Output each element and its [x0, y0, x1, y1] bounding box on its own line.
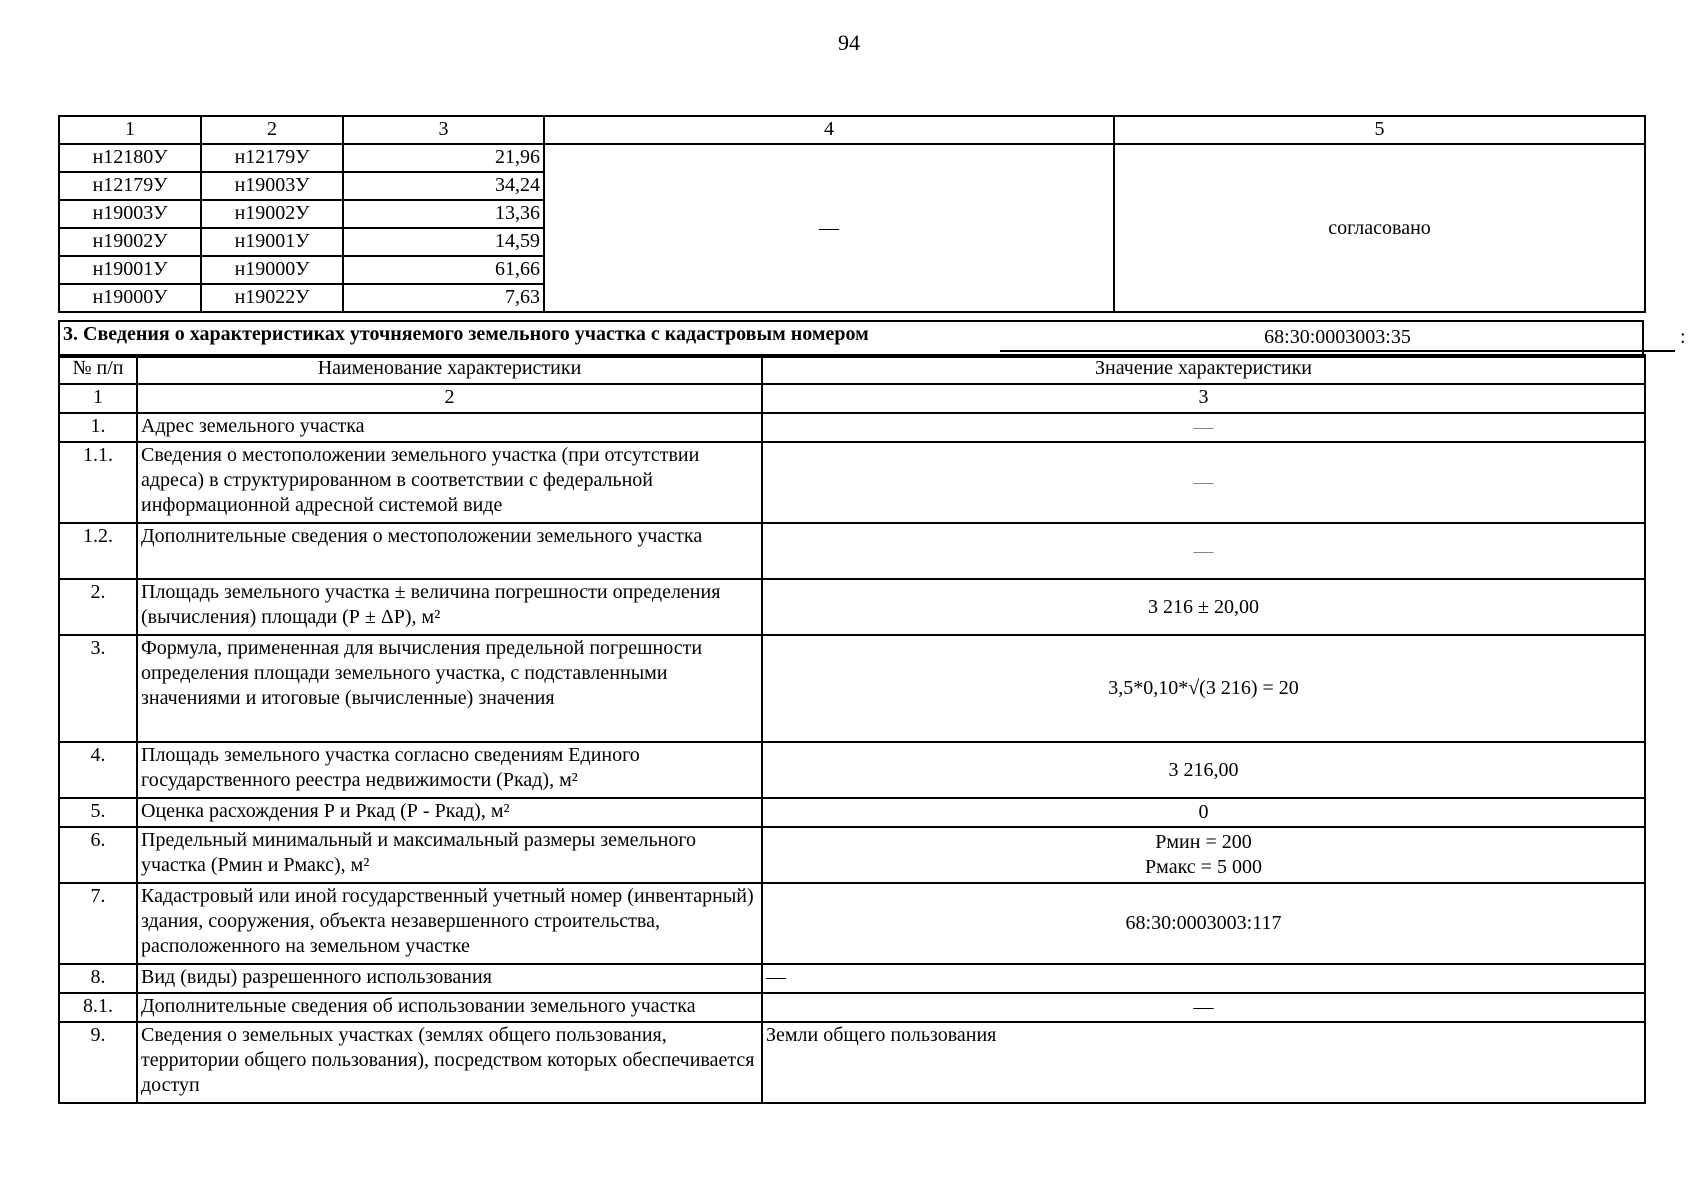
header-name: Наименование характеристики [137, 355, 762, 384]
characteristic-name: Вид (виды) разрешенного использования [137, 964, 762, 993]
approval-status: согласовано [1114, 144, 1645, 312]
column-number: 3 [762, 384, 1645, 413]
row-number: 1.1. [59, 442, 137, 523]
table-row [59, 883, 1645, 964]
table-row [59, 964, 1645, 993]
characteristic-value [762, 827, 1645, 883]
point-from: н19000У [59, 284, 201, 312]
title-colon: : [1680, 326, 1686, 348]
section3-title-cell [59, 321, 1686, 357]
row-number: 9. [59, 1022, 137, 1103]
segment-length: 14,59 [343, 228, 544, 256]
characteristic-value: 0 [762, 798, 1645, 827]
point-from: н12180У [59, 144, 201, 172]
table-row [59, 742, 1645, 798]
page-number: 94 [838, 30, 860, 55]
point-from: н19001У [59, 256, 201, 284]
table-row [59, 413, 1645, 442]
min-area: Рмин = 200 [1155, 831, 1252, 853]
characteristic-value: 3,5*0,10*√(3 216) = 20 [762, 635, 1645, 742]
characteristic-name: Дополнительные сведения о местоположении земельного участка [137, 523, 762, 579]
header-number: № п/п [59, 355, 137, 384]
table-row [59, 579, 1645, 635]
characteristic-name: Дополнительные сведения об использовании земельного участка [137, 993, 762, 1022]
boundary-table [58, 115, 1646, 313]
characteristics-table [58, 354, 1646, 1104]
segment-length: 13,36 [343, 200, 544, 228]
segment-length: 21,96 [343, 144, 544, 172]
point-to: н19022У [201, 284, 343, 312]
point-from: н19003У [59, 200, 201, 228]
characteristic-name: Формула, примененная для вычисления предельной погрешности определения площади земельного участка, с подставленными значениями и итоговые (вычисленные) значения [137, 635, 762, 742]
row-number: 6. [59, 827, 137, 883]
table-row [59, 635, 1645, 742]
column-number: 3 [343, 116, 544, 144]
row-number: 3. [59, 635, 137, 742]
column-number: 5 [1114, 116, 1645, 144]
row-number: 1.2. [59, 523, 137, 579]
characteristic-value: 68:30:0003003:117 [762, 883, 1645, 964]
row-number: 5. [59, 798, 137, 827]
table-row [59, 1022, 1645, 1103]
segment-length: 34,24 [343, 172, 544, 200]
characteristic-name: Адрес земельного участка [137, 413, 762, 442]
characteristic-name: Оценка расхождения Р и Ркад (Р - Ркад), м² [137, 798, 762, 827]
column-number: 2 [201, 116, 343, 144]
row-number: 1. [59, 413, 137, 442]
characteristic-name: Предельный минимальный и максимальный размеры земельного участка (Рмин и Рмакс), м² [137, 827, 762, 883]
cadastral-number: 68:30:0003003:35 [1000, 325, 1675, 352]
characteristic-value: Земли общего пользования [762, 1022, 1645, 1103]
max-area: Рмакс = 5 000 [1145, 856, 1262, 878]
point-to: н19001У [201, 228, 343, 256]
point-to: н19003У [201, 172, 343, 200]
table-row [59, 798, 1645, 827]
characteristic-name: Сведения о местоположении земельного участка (при отсутствии адреса) в структурированном в соответствии с федеральной информационной адресной системой виде [137, 442, 762, 523]
row-number: 2. [59, 579, 137, 635]
point-to: н19002У [201, 200, 343, 228]
table-row [59, 993, 1645, 1022]
characteristic-value: — [762, 964, 1645, 993]
characteristic-value: — [762, 413, 1645, 442]
table-row [59, 442, 1645, 523]
table-row [59, 144, 1645, 172]
column-number: 1 [59, 116, 201, 144]
header-value: Значение характеристики [762, 355, 1645, 384]
table-header-row [59, 355, 1645, 384]
characteristic-name: Кадастровый или иной государственный учетный номер (инвентарный) здания, сооружения, объекта незавершенного строительства, расположенного на земельном участке [137, 883, 762, 964]
point-to: н12179У [201, 144, 343, 172]
characteristic-value: — [762, 993, 1645, 1022]
characteristic-value: 3 216 ± 20,00 [762, 579, 1645, 635]
point-from: н12179У [59, 172, 201, 200]
row-number: 4. [59, 742, 137, 798]
table-row [59, 523, 1645, 579]
row-number: 8.1. [59, 993, 137, 1022]
column-number: 1 [59, 384, 137, 413]
characteristic-name: Площадь земельного участка согласно сведениям Единого государственного реестра недвижимости (Ркад), м² [137, 742, 762, 798]
table-header-row [59, 116, 1645, 144]
characteristic-value: — [762, 442, 1645, 523]
row-number: 8. [59, 964, 137, 993]
section-title: 3. Сведения о характеристиках уточняемого земельного участка с кадастровым номером [63, 323, 869, 345]
characteristic-name: Площадь земельного участка ± величина погрешности определения (вычисления) площади (Р ± ΔР), м² [137, 579, 762, 635]
segment-length: 7,63 [343, 284, 544, 312]
column-number: 4 [544, 116, 1114, 144]
section3-header [58, 320, 1686, 358]
characteristic-value: 3 216,00 [762, 742, 1645, 798]
segment-length: 61,66 [343, 256, 544, 284]
table-row [59, 827, 1645, 883]
characteristic-value: — [762, 523, 1645, 579]
column4-value: — [544, 144, 1114, 312]
row-number: 7. [59, 883, 137, 964]
point-to: н19000У [201, 256, 343, 284]
column-numbers-row [59, 384, 1645, 413]
column-number: 2 [137, 384, 762, 413]
characteristic-name: Сведения о земельных участках (землях общего пользования, территории общего пользования), посредством которых обеспечивается доступ [137, 1022, 762, 1103]
point-from: н19002У [59, 228, 201, 256]
